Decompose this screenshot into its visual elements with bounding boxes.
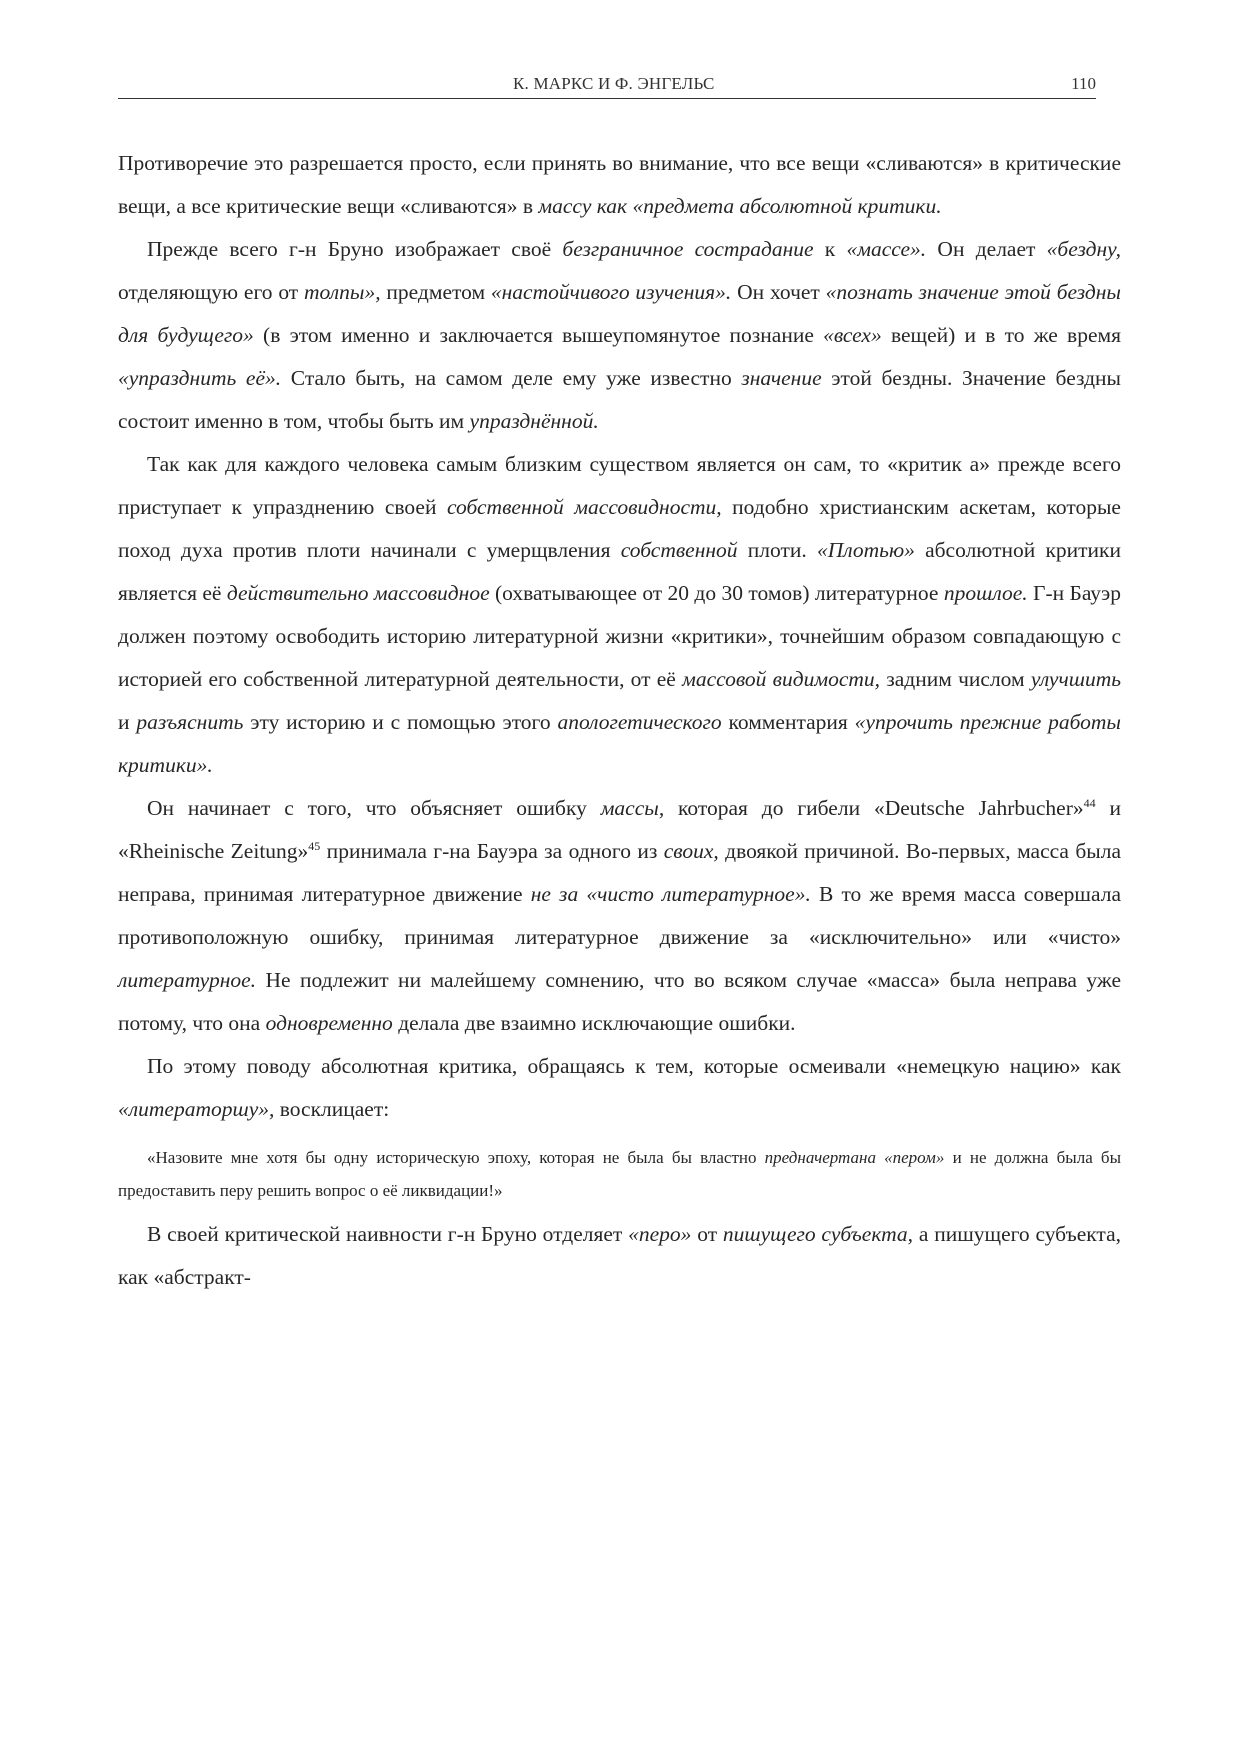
text-run: В своей критической наивности г-н Бруно отделяет: [147, 1222, 629, 1246]
emphasis-text: «всех»: [823, 323, 882, 347]
text-run: делала две взаимно исключающие ошибки.: [392, 1011, 796, 1035]
text-run: отделяющую его от: [118, 280, 305, 304]
paragraph: [118, 142, 1121, 228]
text-run: абсолютной критики является её: [118, 538, 1121, 605]
text-run: (в этом именно и заключается вышеупомянутое познание: [253, 323, 824, 347]
emphasis-text: собственной: [620, 538, 738, 562]
paragraph: [118, 787, 1121, 1045]
emphasis-text: разъяснить: [136, 710, 244, 734]
text-run: Он начинает с того, что объясняет ошибку: [147, 796, 601, 820]
emphasis-text: одновременно: [265, 1011, 393, 1035]
text-run: эту историю и с помощью этого: [243, 710, 558, 734]
text-run: принимала г-на Бауэра за одного из: [320, 839, 664, 863]
paragraph: [118, 1213, 1121, 1299]
text-run: вещей) и в то же время: [881, 323, 1121, 347]
emphasis-text: «массе».: [846, 237, 927, 261]
text-run: Так как для каждого человека самым близким существом является он сам, то «критик а» прежде всего приступает к упразднению своей: [118, 452, 1121, 519]
emphasis-text: упразднённой.: [469, 409, 599, 433]
footnote-ref: 44: [1083, 795, 1096, 810]
emphasis-text: «литераторшу»,: [118, 1097, 275, 1121]
text-run: и: [118, 710, 137, 734]
emphasis-text: «Плотью»: [816, 538, 915, 562]
emphasis-text: не за «чисто литературное».: [530, 882, 811, 906]
text-run: Он делает: [926, 237, 1047, 261]
emphasis-text: действительно массовидное: [226, 581, 490, 605]
text-run: Прежде всего г-н Бруно изображает своё: [147, 237, 563, 261]
text-run: и не должна была бы предоставить перу решить вопрос о её ликвидации!»: [118, 1148, 1122, 1200]
text-run: этой бездны. Значение бездны состоит именно в том, чтобы быть им: [118, 366, 1121, 433]
text-run: а пишущего субъекта, как «абстракт-: [118, 1222, 1121, 1289]
emphasis-text: своих,: [663, 839, 719, 863]
text-run: По этому поводу абсолютная критика, обращаясь к тем, которые осмеивали «немецкую нацию» как: [147, 1054, 1121, 1078]
paragraph: [118, 228, 1121, 443]
text-run: двоякой причиной. Во-первых, масса была неправа, принимая литературное движение: [118, 839, 1121, 906]
emphasis-text: массу как «предмета абсолютной критики.: [538, 194, 942, 218]
text-run: В то же время масса совершала противоположную ошибку, принимая литературное движение за «исключительно» или «чисто»: [118, 882, 1121, 949]
emphasis-text: массовой видимости,: [682, 667, 881, 691]
text-run: от: [691, 1222, 723, 1246]
text-run: комментария: [721, 710, 855, 734]
emphasis-text: «познать значение этой бездны для будущего»: [118, 280, 1121, 347]
text-run: «Назовите мне хотя бы одну историческую эпоху, которая не была бы властно: [147, 1148, 765, 1167]
emphasis-text: улучшить: [1030, 667, 1122, 691]
text-run: предметом: [380, 280, 491, 304]
page-number: 110: [1071, 74, 1096, 93]
footnote-ref: 45: [308, 838, 321, 853]
running-header: [118, 72, 1096, 99]
paragraph: [118, 443, 1121, 787]
text-run: Г-н Бауэр должен поэтому освободить историю литературной жизни «критики», точнейшим образом совпадающую с историей его собственной литературной деятельности, от её: [118, 581, 1122, 691]
block-quote: [118, 1141, 1121, 1207]
text-run: Противоречие это разрешается просто, если принять во внимание, что все вещи «сливаются» в критические вещи, а все критические вещи «сливаются» в: [118, 151, 1121, 218]
emphasis-text: массы,: [600, 796, 665, 820]
emphasis-text: «бездну,: [1046, 237, 1121, 261]
emphasis-text: прошлое.: [943, 581, 1028, 605]
text-run: Он хочет: [731, 280, 826, 304]
header-title: К. МАРКС И Ф. ЭНГЕЛЬС: [513, 74, 715, 93]
emphasis-text: «настойчивого изучения».: [490, 280, 732, 304]
text-run: плоти.: [737, 538, 817, 562]
emphasis-text: «упрочить прежние работы критики».: [118, 710, 1121, 777]
body-text: [118, 142, 1121, 1299]
emphasis-text: безграничное сострадание: [562, 237, 814, 261]
text-run: задним числом: [880, 667, 1031, 691]
text-run: которая до гибели «Deutsche Jahrbucher»: [664, 796, 1084, 820]
text-run: (охватывающее от 20 до 30 томов) литературное: [489, 581, 944, 605]
text-run: к: [813, 237, 847, 261]
emphasis-text: «перо»: [628, 1222, 692, 1246]
emphasis-text: пишущего субъекта,: [722, 1222, 914, 1246]
text-run: Стало быть, на самом деле ему уже известно: [281, 366, 742, 390]
emphasis-text: литературное.: [118, 968, 257, 992]
emphasis-text: значение: [741, 366, 822, 390]
emphasis-text: «упразднить её».: [118, 366, 282, 390]
text-run: восклицает:: [274, 1097, 390, 1121]
emphasis-text: собственной массовидности,: [447, 495, 722, 519]
emphasis-text: предначертана «пером»: [764, 1148, 945, 1167]
paragraph: [118, 1045, 1121, 1131]
emphasis-text: апологетического: [557, 710, 722, 734]
text-run: и «Rheinische Zeitung»: [118, 796, 1121, 863]
text-run: подобно христианским аскетам, которые поход духа против плоти начинали с умерщвления: [118, 495, 1121, 562]
text-run: Не подлежит ни малейшему сомнению, что во всяком случае «масса» была неправа уже потому, что она: [118, 968, 1121, 1035]
emphasis-text: толпы»,: [304, 280, 381, 304]
